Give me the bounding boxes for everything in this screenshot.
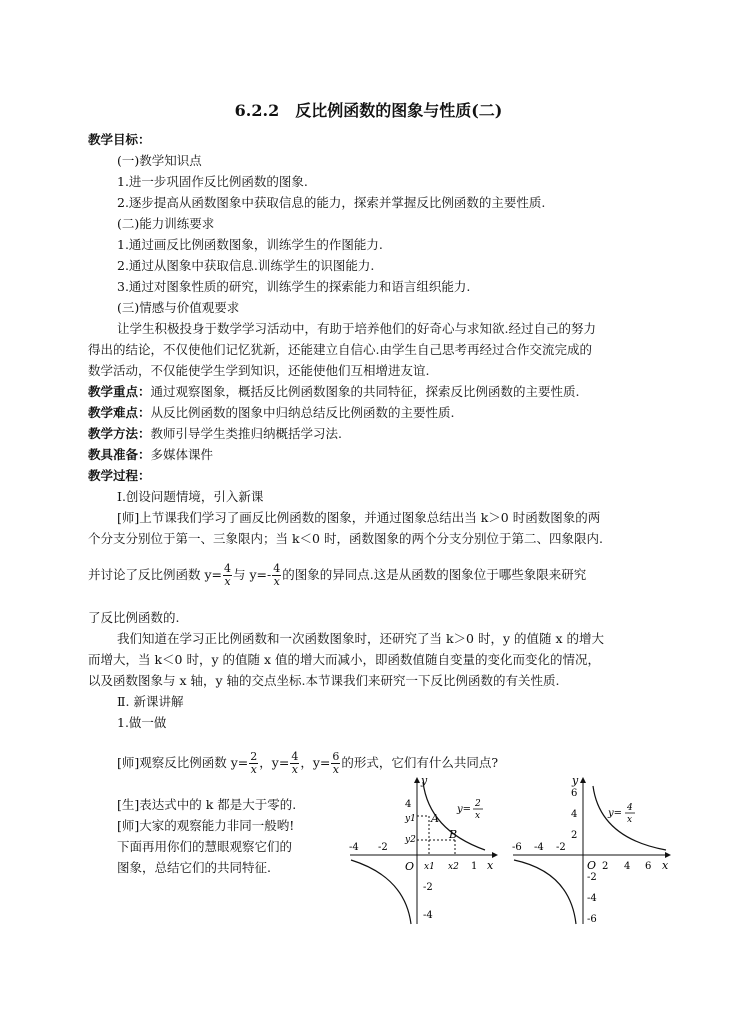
origin-label: O (405, 860, 415, 873)
prep-label: 教具准备： (88, 447, 151, 462)
fraction-2-over-x (249, 751, 258, 776)
para-1-line-3-a: 并讨论了反比例函数 y= (88, 567, 223, 582)
fraction-6-over-x (331, 751, 340, 776)
difficulty-label: 教学难点： (88, 405, 151, 420)
y1-label: y1 (405, 814, 416, 824)
x1-label: x1 (424, 862, 435, 872)
key-point (88, 384, 580, 400)
tick-x-neg4: -4 (349, 842, 359, 853)
emotion-line-1: 让学生积极投身于数学学习活动中，有助于培养他们的好奇心与求知欲.经过自己的努力 (117, 321, 596, 336)
tick-x-neg4: -4 (534, 842, 544, 853)
ability-item-1: 1.通过画反比例函数图象，训练学生的作图能力. (117, 237, 383, 252)
method-text: 教师引导学生类推归纳概括学习法. (150, 426, 342, 441)
para-3-b: ，y= (259, 755, 290, 770)
section-2-heading: Ⅱ. 新课讲解 (117, 694, 184, 709)
tick-y-2: 2 (571, 830, 578, 841)
process-heading: 教学过程： (88, 468, 151, 483)
emotion-line-2: 得出的结论，不仅使他们记忆犹新，还能建立自信心.由学生自己思考再经过合作交流完成的 (88, 342, 592, 357)
point-a-label: A (431, 812, 439, 825)
key-point-label: 教学重点： (88, 384, 151, 399)
para-3-a: [师]观察反比例函数 y= (117, 755, 249, 770)
objectives-heading: 教学目标： (88, 132, 151, 147)
curve-branch-q3 (351, 860, 411, 924)
para-1-line-3-b: 与 y=- (233, 567, 272, 582)
para-2-line-2: 而增大，当 k＜0 时，y 的值随 x 值的增大而减小，即函数值随自变量的变化而变化的情况， (88, 652, 601, 667)
para-3-d: 的形式，它们有什么共同点? (341, 755, 499, 770)
knowledge-item-2: 2.逐步提高从函数图象中获取信息的能力，探索并掌握反比例函数的主要性质. (117, 195, 546, 210)
knowledge-heading: (一)教学知识点 (117, 153, 202, 168)
emotion-heading: (三)情感与价值观要求 (117, 300, 240, 315)
ability-heading: (二)能力训练要求 (117, 216, 215, 231)
tick-x-neg2: -2 (556, 842, 566, 853)
section-1-heading: Ⅰ.创设问题情境，引入新课 (117, 489, 264, 504)
frac-den: x (273, 575, 280, 588)
frac-num: 2 (250, 750, 258, 763)
frac-den: x (291, 763, 298, 776)
tick-y-neg4: -4 (423, 910, 433, 921)
frac-num: 4 (291, 750, 299, 763)
para-2-line-3: 以及函数图象与 x 轴，y 轴的交点坐标.本节课我们来研究一下反比例函数的有关性质. (88, 673, 560, 688)
para-1-line-3 (88, 560, 586, 590)
y-axis-label: y (572, 774, 579, 787)
emotion-line-3: 数学活动，不仅能使学生学到知识，还能使他们互相增进友谊. (88, 363, 430, 378)
tick-x-1: 1 (471, 861, 478, 872)
x-axis-label: x (487, 859, 494, 872)
y2-label: y2 (405, 835, 416, 845)
tick-y-neg2: -2 (587, 872, 597, 883)
frac-den: x (250, 763, 257, 776)
para-1-line-1: [师]上节课我们学习了画反比例函数的图象，并通过图象总结出当 k＞0 时函数图象的两 (117, 510, 601, 525)
curve-branch-q3 (514, 860, 576, 924)
tick-y-4: 4 (571, 809, 578, 820)
prep-text: 多媒体课件 (150, 447, 214, 462)
para-2-line-1: 我们知道在学习正比例函数和一次函数图象时，还研究了当 k＞0 时，y 的值随 x 的增大 (117, 631, 605, 646)
tick-x-6: 6 (645, 861, 652, 872)
key-point-text: 通过观察图象，概括反比例函数图象的共同特征，探索反比例函数的主要性质. (150, 384, 580, 399)
tick-y-neg2: -2 (423, 882, 433, 893)
equation-num: 4 (627, 803, 633, 813)
frac-num: 4 (273, 562, 281, 575)
para-3-c: ，y= (300, 755, 331, 770)
x2-label: x2 (448, 862, 459, 872)
fraction-4-over-x (223, 563, 232, 588)
para-7: 图象，总结它们的共同特征. (117, 860, 271, 875)
tick-x-neg2: -2 (378, 842, 388, 853)
method-label: 教学方法： (88, 426, 151, 441)
equation-label: y= (608, 808, 623, 819)
prep (88, 447, 213, 463)
origin-label: O (587, 859, 597, 872)
frac-num: 6 (332, 750, 340, 763)
fraction-4-over-x-3 (290, 751, 299, 776)
knowledge-item-1: 1.进一步巩固作反比例函数的图象. (117, 174, 308, 189)
tick-y-6: 6 (571, 788, 578, 799)
tick-x-4: 4 (624, 861, 631, 872)
frac-den: x (332, 763, 339, 776)
para-4: [生]表达式中的 k 都是大于零的. (117, 797, 297, 812)
tick-y-neg6: -6 (587, 914, 597, 925)
y-axis-label: y (421, 774, 428, 787)
x-axis-label: x (662, 859, 669, 872)
ability-item-2: 2.通过从图象中获取信息.训练学生的识图能力. (117, 258, 375, 273)
fraction-4-over-x-2 (272, 563, 281, 588)
para-5: [师]大家的观察能力非同一般哟! (117, 818, 295, 833)
tick-y-neg4: -4 (587, 893, 597, 904)
point-b-label: B (449, 828, 458, 841)
para-1-line-2: 个分支分别位于第一、三象限内；当 k＜0 时，函数图象的两个分支分别位于第二、四象限内. (88, 531, 603, 546)
equation-den: x (627, 815, 633, 825)
sub-heading-1: 1.做一做 (117, 715, 167, 730)
frac-den: x (224, 575, 231, 588)
equation-label: y= (457, 804, 472, 815)
tick-y-4: 4 (405, 799, 412, 810)
equation-num: 2 (475, 799, 481, 809)
difficulty-text: 从反比例函数的图象中归纳总结反比例函数的主要性质. (150, 405, 455, 420)
method (88, 426, 342, 442)
tick-x-neg6: -6 (512, 842, 522, 853)
page-title: 6.2.2 反比例函数的图象与性质(二) (234, 101, 503, 120)
ability-item-3: 3.通过对图象性质的研究，训练学生的探索能力和语言组织能力. (117, 279, 471, 294)
para-1-line-3-c: 的图象的异同点.这是从函数的图象位于哪些象限来研究 (282, 567, 587, 582)
difficulty (88, 405, 455, 421)
frac-num: 4 (224, 562, 232, 575)
equation-den: x (475, 811, 481, 821)
graph-y-4-over-x (508, 772, 678, 930)
para-6: 下面再用你们的慧眼观察它们的 (117, 839, 293, 854)
para-1-line-4: 了反比例函数的. (88, 610, 180, 625)
graph-y-2-over-x (345, 772, 505, 930)
tick-x-2: 2 (602, 861, 609, 872)
